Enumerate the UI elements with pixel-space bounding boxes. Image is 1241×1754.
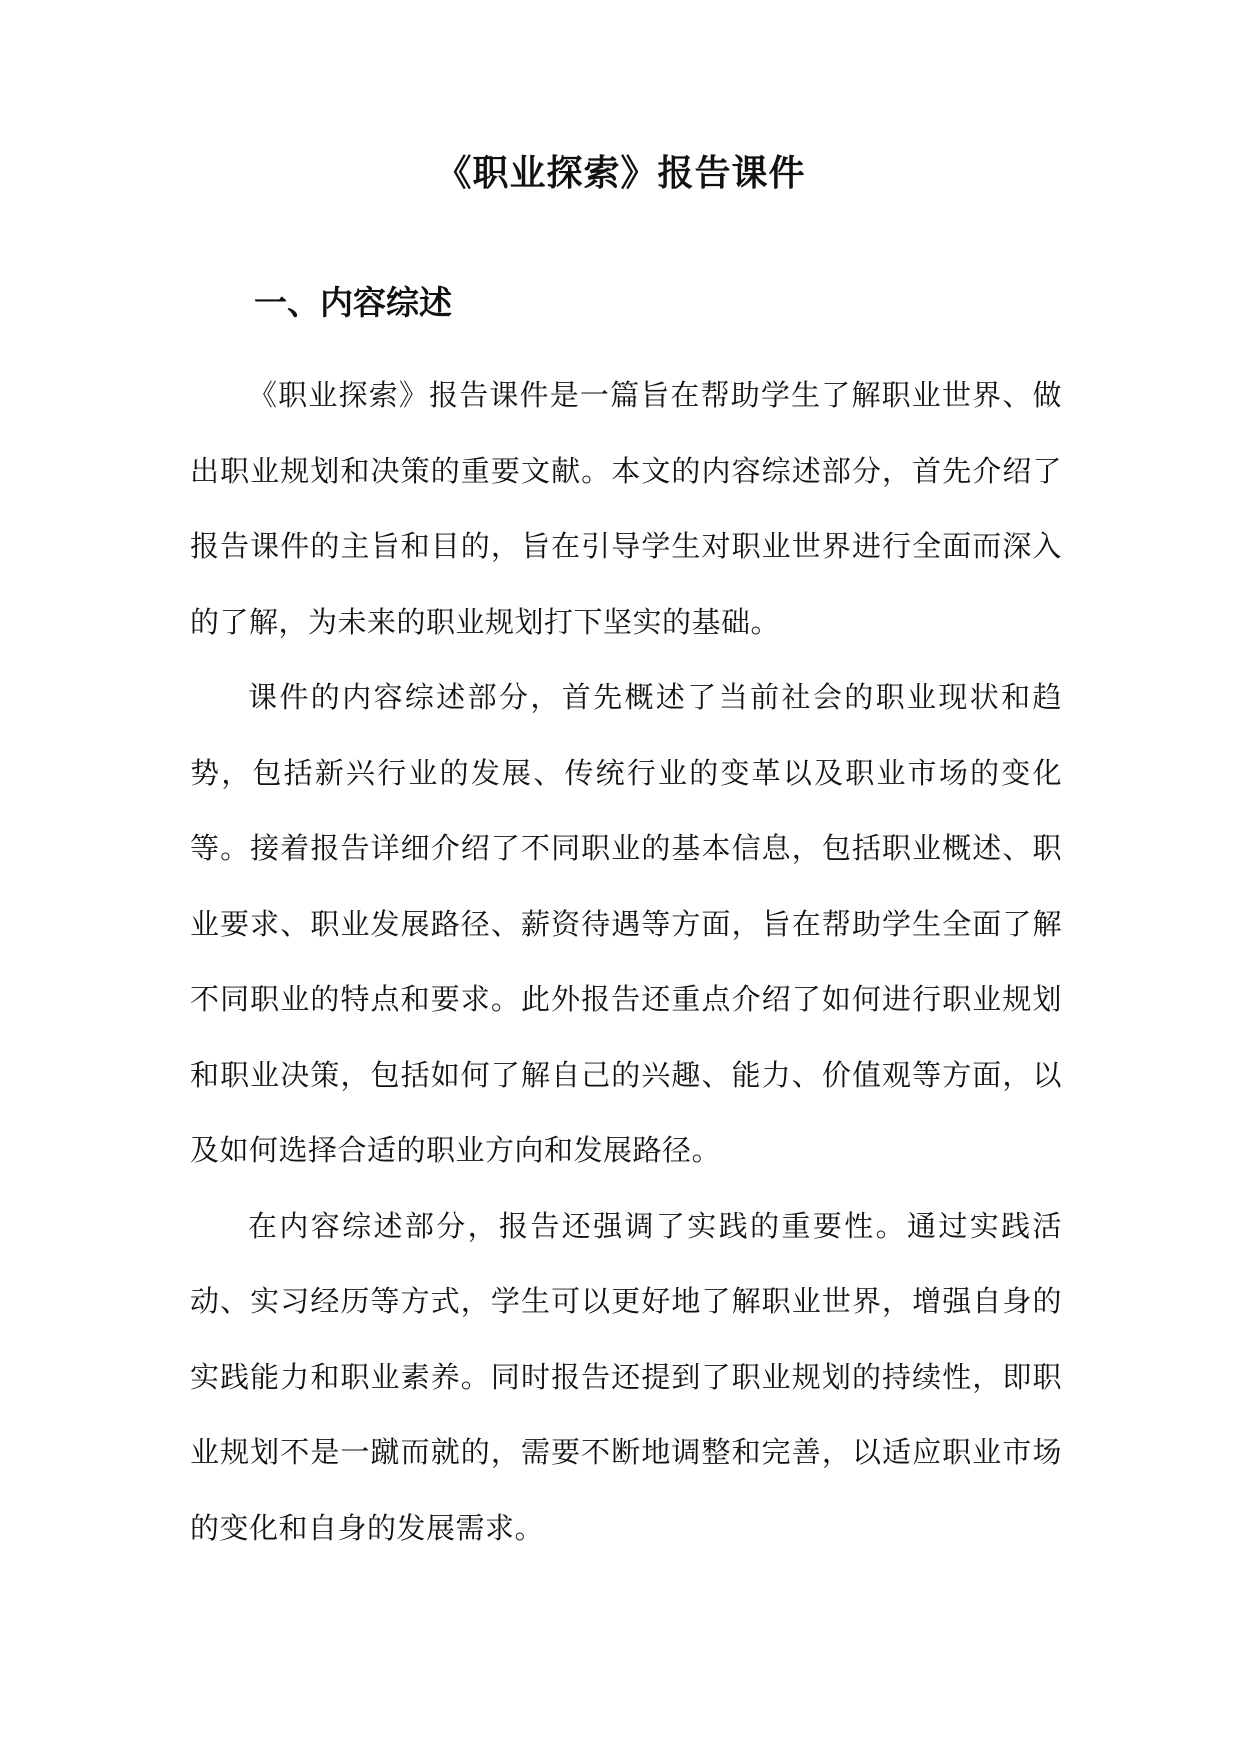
paragraph-3: 在内容综述部分，报告还强调了实践的重要性。通过实践活动、实习经历等方式，学生可以更好地了解职业世界，增强自身的实践能力和职业素养。同时报告还提到了职业规划的持续性，即职业规划不是一蹴而就的，需要不断地调整和完善，以适应职业市场的变化和自身的发展需求。 — [190, 1208, 1062, 1545]
document-title: 《职业探索》报告课件 — [435, 152, 806, 194]
section-heading: 一、内容综述 — [254, 283, 452, 322]
paragraph-2: 课件的内容综述部分，首先概述了当前社会的职业现状和趋势，包括新兴行业的发展、传统行业的变革以及职业市场的变化等。接着报告详细介绍了不同职业的基本信息，包括职业概述、职业要求、职业发展路径、薪资待遇等方面，旨在帮助学生全面了解不同职业的特点和要求。此外报告还重点介绍了如何进行职业规划和职业决策，包括如何了解自己的兴趣、能力、价值观等方面，以及如何选择合适的职业方向和发展路径。 — [190, 680, 1062, 1167]
body-text — [190, 358, 1062, 1566]
paragraph-1: 《职业探索》报告课件是一篇旨在帮助学生了解职业世界、做出职业规划和决策的重要文献。本文的内容综述部分，首先介绍了报告课件的主旨和目的，旨在引导学生对职业世界进行全面而深入的了解，为未来的职业规划打下坚实的基础。 — [190, 378, 1062, 639]
